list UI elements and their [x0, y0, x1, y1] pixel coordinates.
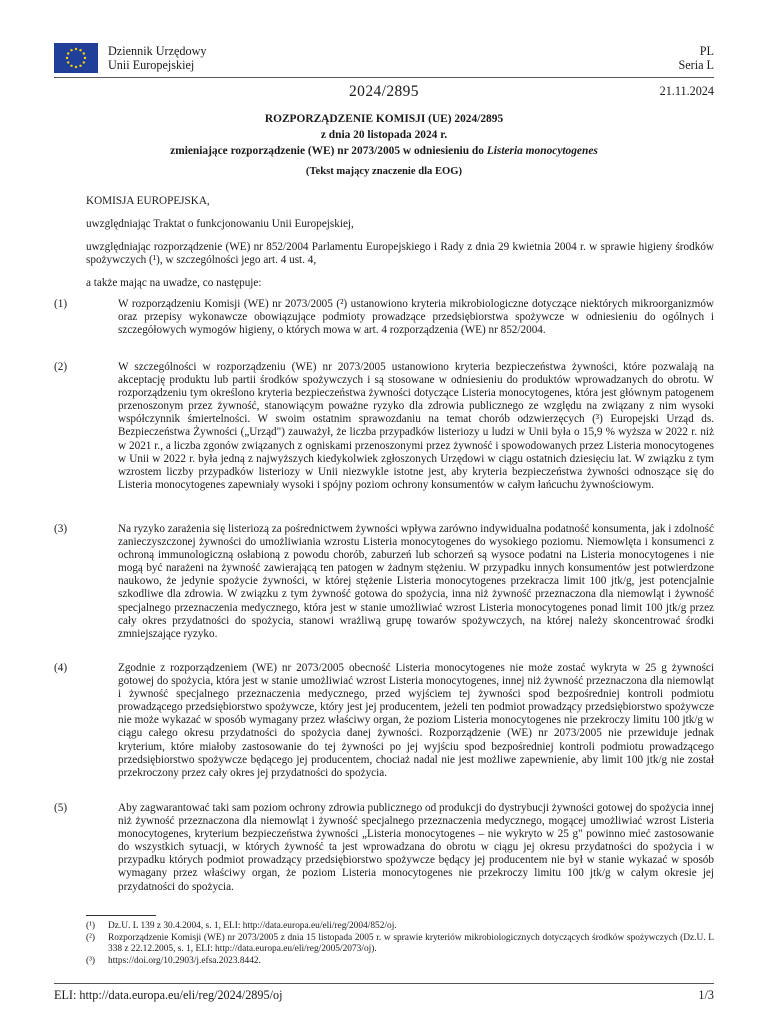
header-divider — [54, 77, 714, 78]
commission-heading: KOMISJA EUROPEJSKA, — [86, 195, 210, 207]
eu-flag-icon — [54, 43, 98, 73]
recital — [54, 802, 714, 894]
recital-text: Aby zagwarantować taki sam poziom ochrony zdrowia publicznego od produkcji do dystrybucji żywności gotowej do spożycia innej niż żywność przeznaczona dla niemowląt i żywność specjalnego przeznaczenia medycznego, mogącej umożliwiać wzrost Listeria monocytogenes, kryterium bezpieczeństwa żywności „Listeria monocytogenes – nie wykryto w 25 g" powinno mieć zastosowanie do wszystkich sytuacji, w których żywność ta jest wprowadzana do obrotu w ciągu jej okresu przydatności do spożycia i w przypadku których podmiot prowadzący przedsiębiorstwo spożywcze będący jej producentem nie był w stanie wykazać w sposób wymagany przez właściwy organ, że poziom Listeria monocytogenes nie przekroczy limitu 100 jtk/g w całym okresie jej przydatności do spożycia. — [118, 802, 714, 893]
recital-number: (2) — [54, 361, 68, 373]
whereas-intro: a także mając na uwadze, co następuje: — [86, 277, 262, 289]
title-species: Listeria monocytogenes — [486, 145, 598, 157]
recital — [54, 662, 714, 780]
document-title — [54, 111, 714, 159]
page-number: 1/3 — [698, 988, 714, 1002]
recital-text: W szczególności w rozporządzeniu (WE) nr 2073/2005 ustanowiono kryteria bezpieczeństwa żywności, które pozwalają na akceptację produktu lub partii środków spożywczych i są stosowane w odniesieniu do produktów wprowadzanych do obrotu. W rozporządzeniu tym określono kryteria bezpieczeństwa żywności dotyczące Listeria monocytogenes, która jest głównym patogenem przenoszonym przez żywność, stanowiącym poważne ryzyko dla zdrowia publicznego ze względu na związany z nim wysoki współczynnik śmiertelności. W swoim ostatnim sprawozdaniu na temat chorób odzwierzęcych (³) Europejski Urząd ds. Bezpieczeństwa Żywności („Urząd") zauważył, że liczba przypadków listeriozy u ludzi w Unii była o 15,9 % wyższa w 2022 r. niż w 2021 r., a liczba zgonów związanych z ogniskami przenoszonymi przez żywność i spowodowanych przez Listeria monocytogenes w Unii w 2022 r. była jedną z najwyższych kiedykolwiek zgłoszonych Urzędowi w ciągu ostatnich dziesięciu lat. W związku z tym wzrostem liczby przypadków listeriozy w Unii niezwykle istotne jest, aby kryteria bezpieczeństwa żywności odnoszące się do Listeria monocytogenes zapewniały wysoki i spójny poziom ochrony konsumentów w całym łańcuchu żywnościowym. — [118, 361, 714, 491]
recital-text: Zgodnie z rozporządzeniem (WE) nr 2073/2005 obecność Listeria monocytogenes nie może zostać wykryta w 25 g żywności gotowej do spożycia, która jest w stanie umożliwiać wzrost Listeria monocytogenes, innej niż żywność przeznaczona dla niemowląt i żywność specjalnego przeznaczenia medycznego, przed wyjściem tej żywności spod bezpośredniej kontroli podmiotu prowadzącego przedsiębiorstwo spożywcze, który jest jej producentem, jeżeli ten podmiot prowadzący przedsiębiorstwo spożywcze nie może wykazać w sposób wymagany przez właściwy organ, że poziom Listeria monocytogenes nie przekroczy limitu 100 jtk/g w ciągu całego okresu przydatności do spożycia danej żywności. Rozporządzenie (WE) nr 2073/2005 nie przewiduje jednak kryterium, które miałoby zastosowanie do tej żywności po jej wyjściu spod bezpośredniej kontroli podmiotu prowadzącego przedsiębiorstwo spożywcze będącego jej producentem, chociaż nadal nie jest możliwe zapewnienie, aby limit 100 jtk/g nie został przekroczony przez cały okres jej przydatności do spożycia. — [118, 662, 714, 779]
footnote-divider — [86, 915, 156, 916]
footer-divider — [54, 983, 714, 984]
title-line-3-text: zmieniające rozporządzenie (WE) nr 2073/2005 w odniesieniu do — [170, 145, 487, 157]
footnote — [86, 956, 714, 967]
footnote — [86, 933, 714, 955]
publication-name — [108, 44, 206, 72]
footnote-text: Dz.U. L 139 z 30.4.2004, s. 1, ELI: http://data.europa.eu/eli/reg/2004/852/oj. — [108, 921, 397, 931]
recital — [54, 523, 714, 641]
having-regard-regulation: uwzględniając rozporządzenie (WE) nr 852/2004 Parlamentu Europejskiego i Rady z dnia 29 kwietnia 2004 r. w sprawie higieny środków spożywczych (¹), w szczególności jego art. 4 ust. 4, — [86, 241, 714, 267]
eea-note: (Tekst mający znaczenie dla EOG) — [305, 166, 463, 177]
publication-line-2: Unii Europejskiej — [108, 58, 195, 72]
footnote-mark: (²) — [86, 933, 96, 943]
document-number-row — [54, 83, 714, 101]
footnote-text: Rozporządzenie Komisji (WE) nr 2073/2005 z dnia 15 listopada 2005 r. w sprawie kryteriów mikrobiologicznych dotyczących środków spożywczych (Dz.U. L 338 z 22.12.2005, s. 1, ELI: http://data.europa.eu/eli/reg/2005/2073/oj). — [108, 933, 714, 954]
eli-link[interactable]: ELI: http://data.europa.eu/eli/reg/2024/2895/oj — [54, 988, 283, 1002]
language-series — [678, 44, 714, 72]
series-label: Seria L — [678, 58, 714, 72]
recital-number: (3) — [54, 523, 68, 535]
title-line-3 — [54, 143, 714, 159]
publication-date: 21.11.2024 — [659, 84, 714, 98]
recital-number: (4) — [54, 662, 68, 674]
having-regard-treaty: uwzględniając Traktat o funkcjonowaniu Unii Europejskiej, — [86, 218, 354, 230]
footnote-mark: (¹) — [86, 921, 96, 931]
recital-text: W rozporządzeniu Komisji (WE) nr 2073/2005 (²) ustanowiono kryteria mikrobiologiczne dotyczące niektórych mikroorganizmów oraz przepisy wykonawcze obowiązujące podmioty prowadzące przedsiębiorstwa spożywcze w odniesieniu do ogólnych i szczegółowych wymogów higieny, o których mowa w art. 4 rozporządzenia (WE) nr 852/2004. — [118, 298, 714, 337]
recital-number: (5) — [54, 802, 68, 814]
title-line-1: ROZPORZĄDZENIE KOMISJI (UE) 2024/2895 — [264, 113, 504, 125]
footnote — [86, 921, 714, 932]
footnote-mark: (³) — [86, 956, 96, 966]
publication-line-1: Dziennik Urzędowy — [108, 44, 207, 58]
recital — [54, 298, 714, 337]
recital — [54, 361, 714, 492]
language-code: PL — [699, 44, 714, 58]
recital-text: Na ryzyko zarażenia się listeriozą za pośrednictwem żywności wpływa zarówno indywidualna podatność konsumenta, jak i zdolność zanieczyszczonej żywności do umożliwiania wzrostu Listeria monocytogenes do wysokiego poziomu. Niemowlęta i konsumenci z ochroną immunologiczną osłabioną z powodu chorób, zaburzeń lub schorzeń są wysoce podatni na Listeria monocytogenes i nie mogą być narażeni na żywność zawierającą ten patogen w żadnym stężeniu. W przypadku innych konsumentów jest potwierdzone naukowo, że jedynie spożycie żywności, w której stężenie Listeria monocytogenes przekracza limit 100 jtk/g, jest potencjalnie szkodliwe dla zdrowia. W związku z tym żywność gotowa do spożycia, inna niż żywność przeznaczona dla niemowląt i żywność specjalnego przeznaczenia medycznego, która jest w stanie umożliwiać wzrost Listeria monocytogenes ponad limit 100 jtk/g przez cały okres przydatności do spożycia, stanowi wrażliwą grupę towarów spożywczych, na której należy skoncentrować środki zmniejszające ryzyko. — [118, 523, 714, 640]
recital-number: (1) — [54, 298, 68, 310]
page-header — [54, 43, 714, 73]
footnote-text: https://doi.org/10.2903/j.efsa.2023.8442. — [108, 956, 261, 966]
document-number: 2024/2895 — [349, 83, 419, 100]
title-line-2: z dnia 20 listopada 2024 r. — [320, 129, 448, 141]
